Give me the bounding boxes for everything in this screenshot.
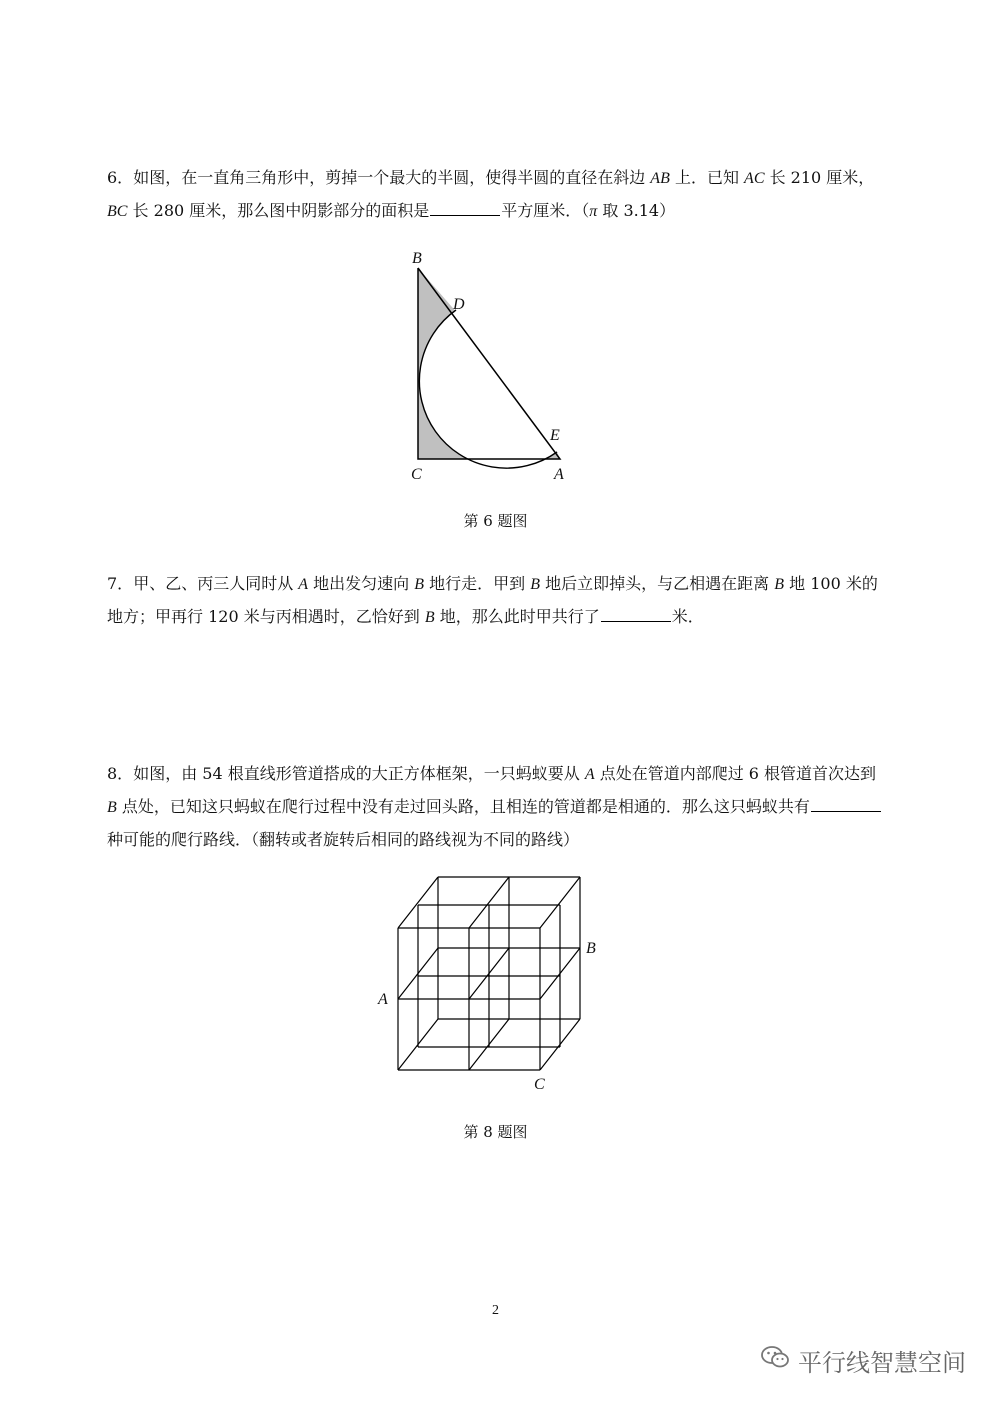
watermark: [760, 1340, 966, 1380]
label-B: B: [412, 250, 422, 267]
label-C: C: [411, 466, 422, 483]
caption-8: 第 8 题图: [463, 1123, 528, 1141]
answer-blank-7: [601, 604, 671, 622]
figure-8: [370, 865, 610, 1095]
caption-6: 第 6 题图: [463, 512, 528, 530]
question-6: 6．如图，在一直角三角形中，剪掉一个最大的半圆，使得半圆的直径在斜边 AB 上．已知 AC 长 210 厘米，BC 长 280 厘米，那么图中阴影部分的面积是 平方厘米．（π 取 3.14）: [107, 168, 875, 220]
figure-6: [400, 240, 590, 490]
label-C: C: [534, 1076, 545, 1093]
question-8: 8．如图，由 54 根直线形管道搭成的大正方体框架，一只蚂蚁要从 A 点处在管道内部爬过 6 根管道首次达到 B 点处，已知这只蚂蚁在爬行过程中没有走过回头路，且相连的管道都是相通的．那么这只蚂蚁共有种可能的爬行路线．（翻转或者旋转后相同的路线视为不同的路线）: [107, 758, 887, 856]
answer-blank-8: [811, 794, 881, 812]
wechat-icon: [760, 1344, 790, 1376]
label-D: D: [453, 296, 465, 313]
watermark-text: 平行线智慧空间: [798, 1348, 966, 1377]
question-7: 7．甲、乙、丙三人同时从 A 地出发匀速向 B 地行走．甲到 B 地后立即掉头，与乙相遇在距离 B 地 100 米的地方；甲再行 120 米与丙相遇时，乙恰好到 B 地，那么此时甲共行了 米．: [107, 574, 878, 626]
label-A: A: [554, 466, 564, 483]
label-A: A: [378, 991, 388, 1008]
page-number: 2: [492, 1303, 499, 1318]
label-B: B: [586, 940, 596, 957]
answer-blank-6: [430, 198, 500, 216]
label-E: E: [550, 427, 560, 444]
